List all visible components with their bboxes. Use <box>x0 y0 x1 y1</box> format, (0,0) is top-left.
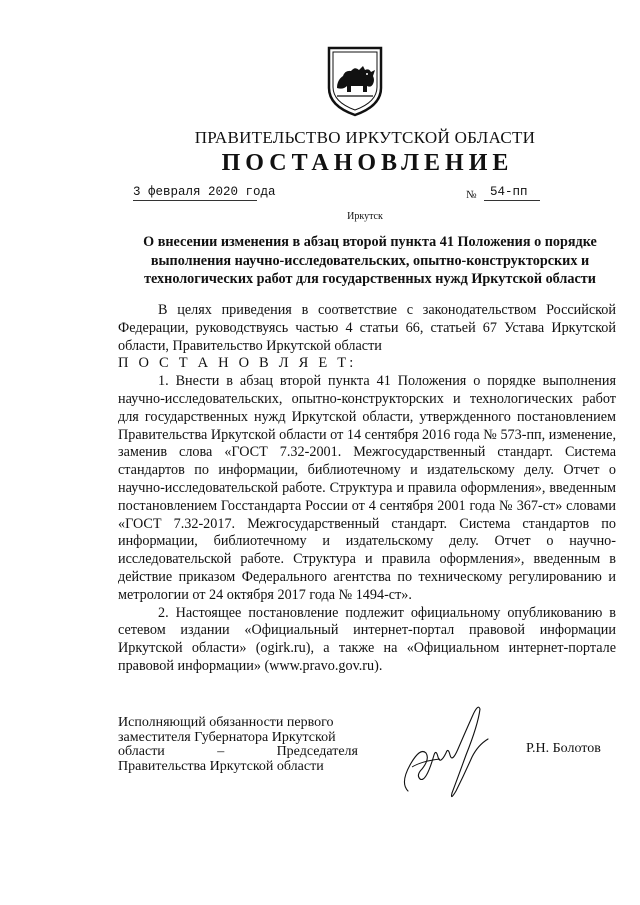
position-line: заместителя Губернатора Иркутской <box>118 729 336 745</box>
document-number: 54-пп <box>484 185 540 201</box>
signatory-name: Р.Н. Болотов <box>526 741 601 756</box>
number-sign: № <box>466 189 477 201</box>
organization-name: ПРАВИТЕЛЬСТВО ИРКУТСКОЙ ОБЛАСТИ <box>194 128 536 147</box>
preamble-paragraph: В целях приведения в соответствие с законодательством Российской Федерации, руководствуясь частью 4 статьи 66, статьей 67 Устава Иркутской области, Правительство Иркутской области <box>118 302 616 354</box>
decree-word: П О С Т А Н О В Л Я Е Т: <box>118 355 357 372</box>
document-date: 3 февраля 2020 года <box>133 185 276 199</box>
document-title: О внесении изменения в абзац второй пункта 41 Положения о порядке выполнения научно-исследовательских, опытно-конструкторских и технологических работ для государственных нужд Иркутской области <box>143 234 597 287</box>
position-word: Председателя <box>276 744 358 759</box>
handwritten-signature <box>360 695 510 805</box>
position-line: Исполняющий обязанности первого <box>118 715 334 730</box>
document-type: ПОСТАНОВЛЕНИЕ <box>221 150 514 176</box>
item-1-paragraph: 1. Внести в абзац второй пункта 41 Положения о порядке выполнения научно-исследовательских, опытно-конструкторских и технологических работ для государственных нужд Иркутской области, утвержденного постановлением Правительства Иркутской области от 14 сентября 2016 года № 573-пп, изменение, заменив слова «ГОСТ 7.32-2001. Межгосударственный стандарт. Система стандартов по информации, библиотечному и издательскому делу. Отчет о научно-исследовательской работе. Структура и правила оформления», введенным постановлением Госстандарта России от 4 сентября 2001 года № 367-ст» словами «ГОСТ 7.32-2017. Межгосударственный стандарт. Система стандартов по информации, библиотечному и издательскому делу. Отчет о научно-исследовательской работе. Структура и правила оформления», введенным в действие приказом Федерального агентства по техническому регулированию и метрологии от 24 октября 2017 года № 1494-ст». <box>118 373 616 603</box>
item-2-paragraph: 2. Настоящее постановление подлежит официальному опубликованию в сетевом издании «Официальный интернет-портал правовой информации Иркутской области» (ogirk.ru), а также на «Официальном интернет-портале правовой информации» (www.pravo.gov.ru). <box>118 604 616 674</box>
position-line <box>118 745 358 760</box>
position-line: Правительства Иркутской области <box>118 758 324 774</box>
signatory-position <box>118 716 358 774</box>
position-word: области <box>118 744 165 759</box>
coat-of-arms-icon <box>323 44 387 118</box>
document-city: Иркутск <box>347 211 383 222</box>
document-body <box>118 302 616 676</box>
position-dash: – <box>217 744 225 759</box>
